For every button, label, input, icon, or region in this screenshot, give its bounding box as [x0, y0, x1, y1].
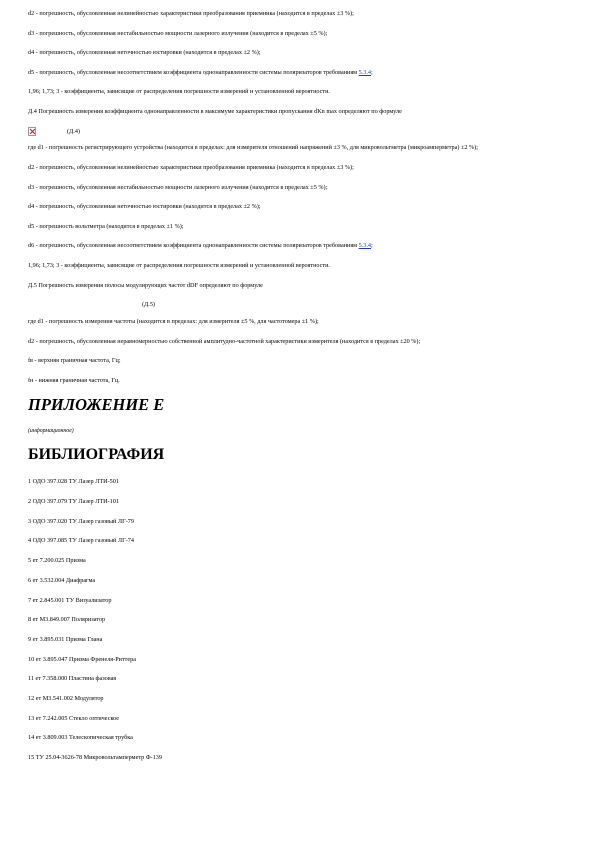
bibliography-item: 10 ет 3.895.047 Призма Френеля-Риттера — [28, 655, 136, 663]
paragraph-d1-b: где d1 - погрешность регистрирующего устройства (находится в пределах: для измерителя отношений напряжений ±3 %, для микровольтметра (микроамперметра) ±2 %); — [28, 144, 478, 152]
paragraph-d2-b: d2 - погрешность, обусловленная нелинейностью характеристики преобразования приемника (находится в пределах ±3 %); — [28, 163, 354, 171]
coefficients-note-b: 1,96; 1,73; 3 - коэффициенты, зависящие от распределения погрешности измерений и установленной вероятности. — [28, 261, 330, 269]
bibliography-item: 11 ет 7.358.000 Пластина фазовая — [28, 675, 117, 683]
bibliography-item: 2 ОДО 397.079 ТУ Лазер ЛТИ-101 — [28, 498, 119, 506]
paragraph-d4-a: d4 - погрешность, обусловленная неточностью юстировки (находится в пределах ±2 %); — [28, 49, 261, 57]
appendix-note: (информационное) — [28, 428, 74, 435]
document-page — [28, 10, 568, 774]
paragraph-d2-c: d2 - погрешность, обусловленная неравномерностью собственной амплитудно-частотной характеристики измерителя (находится в пределах ±20 %); — [28, 337, 421, 345]
formula-d5 — [28, 298, 568, 312]
paragraph-d3-a: d3 - погрешность, обусловленная нестабильностью мощности лазерного излучения (находится в пределах ±5 %); — [28, 29, 328, 37]
bibliography-item: 9 ет 3.895.031 Призма Глана — [28, 635, 103, 643]
formula-d5-number: (Д.5) — [142, 301, 155, 309]
paragraph-d1-c: где d1 - погрешность измерения частоты (находится в пределах: для измерителя ±5 %, для частотомера ±1 %); — [28, 317, 319, 325]
bibliography-item: 14 ет 3.809.003 Телескопическая трубка — [28, 734, 133, 742]
bibliography-item: 12 ет М3.541.002 Модулятор — [28, 695, 104, 703]
paragraph-d4-b: d4 - погрешность, обусловленная неточностью юстировки (находится в пределах ±2 %); — [28, 203, 261, 211]
bibliography-item: 15 ТУ 25.04-3626-78 Микровольтамперметр Ф-139 — [28, 754, 162, 762]
bibliography-item: 8 ет М3.849.007 Поляризатор — [28, 616, 106, 624]
bibliography-item: 6 ет 3.532.004 Диафрагма — [28, 576, 96, 584]
bibliography-item: 7 ет 2.845.001 ТУ Визуализатор — [28, 596, 112, 604]
formula-d4 — [28, 124, 568, 138]
bibliography-item: 1 ОДО 397.028 ТУ Лазер ЛТИ-501 — [28, 478, 119, 486]
paragraph-d6-b-text: d6 - погрешность, обусловленная несоответствием коэффициента однонаправленности системы поляризаторов требованиям — [28, 242, 359, 250]
clause-link-5-3-4[interactable]: 5.3.4 — [358, 68, 372, 76]
bibliography-item: 5 ет 7.200.025 Призма — [28, 557, 86, 565]
paragraph-d5-b: d5 - погрешность вольтметра (находится в пределах ±1 %); — [28, 222, 184, 230]
paragraph-d5-a — [28, 69, 568, 77]
upper-frequency-definition: fв - верхняя граничная частота, Гц; — [28, 357, 121, 365]
formula-d4-number: (Д.4) — [67, 127, 80, 135]
bibliography-item: 13 ет 7.242.005 Стекло оптическое — [28, 714, 120, 722]
paragraph-d5-a-tail: ; — [371, 68, 373, 76]
appendix-title: ПРИЛОЖЕНИЕ Е — [28, 395, 165, 415]
coefficients-note-a: 1,96; 1,73; 3 - коэффициенты, зависящие от распределения погрешности измерений и установленной вероятности. — [28, 88, 330, 96]
paragraph-d3-b: d3 - погрешность, обусловленная нестабильностью мощности лазерного излучения (находится в пределах ±5 %); — [28, 183, 328, 191]
paragraph-d6-b — [28, 242, 568, 250]
section-d4-heading: Д.4 Погрешность измерения коэффициента однонаправленности в максимуме характеристики пропускания dKn max определяют по формуле — [28, 107, 402, 115]
paragraph-d2-a: d2 - погрешность, обусловленная нелинейностью характеристики преобразования приемника (находится в пределах ±3 %); — [28, 10, 354, 17]
bibliography-list — [28, 478, 568, 762]
bibliography-item: 4 ОДО 397.085 ТУ Лазер газовый ЛГ-74 — [28, 537, 134, 545]
section-d5-heading: Д.5 Погрешность измерения полосы модулирующих частот dDF определяют по формуле — [28, 281, 263, 289]
broken-image-icon — [28, 127, 36, 136]
bibliography-title: БИБЛИОГРАФИЯ — [28, 446, 165, 464]
bibliography-item: 3 ОДО 397.020 ТУ Лазер газовый ЛГ-79 — [28, 517, 134, 525]
paragraph-d6-b-tail: ; — [371, 242, 373, 250]
lower-frequency-definition: fн - нижняя граничная частота, Гц. — [28, 376, 120, 384]
clause-link-5-3-4[interactable]: 5.3.4 — [358, 242, 372, 250]
paragraph-d5-a-text: d5 - погрешность, обусловленная несоответствием коэффициента однонаправленности системы поляризаторов требованиям — [28, 68, 359, 76]
